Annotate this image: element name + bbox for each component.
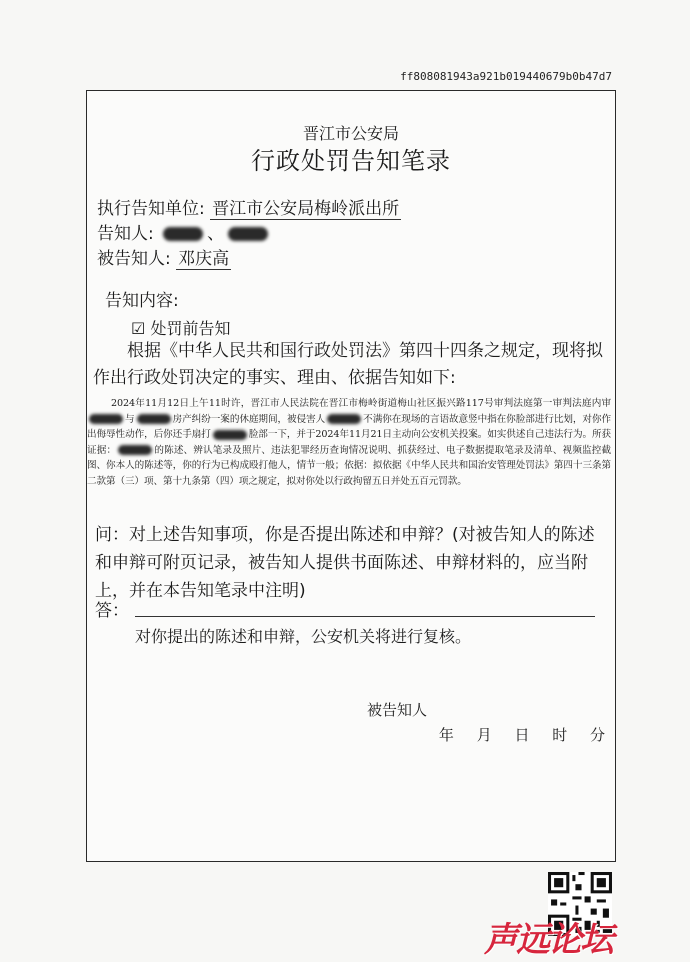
notice-type-label: 处罚前告知 bbox=[150, 319, 231, 338]
answer-label: 答： bbox=[95, 601, 129, 621]
notifier-label: 告知人: bbox=[97, 224, 154, 244]
legal-basis-intro: 根据《中华人民共和国行政处罚法》第四十四条之规定，现将拟作出行政处罚决定的事实、理由、依据告知如下: bbox=[93, 341, 603, 388]
notice-type bbox=[131, 316, 230, 339]
review-note: 对你提出的陈述和申辩，公安机关将进行复核。 bbox=[135, 627, 472, 646]
redaction-mark bbox=[228, 227, 268, 241]
fact-text: 不满你在现场的言语故意竖中指在你脸部进行比划，对你作出侮辱性动作，后你还手扇打 bbox=[87, 413, 611, 440]
fact-text: 2024年11月12日上午11时许，晋江市人民法院在晋江市梅岭街道梅山社区振兴路117号审判法庭第一审判法庭内审 bbox=[111, 398, 611, 409]
fact-text: 的陈述、辨认笔录及照片、违法犯罪经历查询情况说明、抓获经过、电子数据提取笔录及清单、视频监控截图、你本人的陈述等，你的行为已构成殴打他人，情节一般；依据：拟依据《中华人民共和国治安管理处罚法》第四十三条第二款第（三）项、第十九条第（四）项之规定，拟对你处以行政拘留五日并处五百元罚款。 bbox=[87, 444, 611, 487]
redaction-mark bbox=[137, 414, 171, 424]
date-line: 年 月 日 时 分 bbox=[438, 726, 605, 744]
content-heading: 告知内容: bbox=[105, 291, 179, 311]
answer-line bbox=[135, 616, 595, 617]
fact-paragraph bbox=[87, 396, 611, 489]
unit-value: 晋江市公安局梅岭派出所 bbox=[212, 199, 400, 219]
redaction-mark bbox=[118, 445, 152, 455]
notified-field bbox=[97, 244, 231, 269]
notified-value: 邓庆高 bbox=[178, 249, 230, 269]
document-id: ff808081943a921b019440679b0b47d7 bbox=[400, 70, 612, 83]
fact-text: 脸部一下，并于2024年11月21日主动向公安机关投案。如实供述自己违法行为。所获证据： bbox=[87, 429, 611, 456]
statement-question: 问：对上述告知事项，你是否提出陈述和申辩？(对被告知人的陈述和申辩可附页记录，被告知人提供书面陈述、申辩材料的，应当附上，并在本告知笔录中注明) bbox=[95, 525, 595, 601]
checkbox-checked-icon: ☑ bbox=[131, 319, 146, 338]
unit-label: 执行告知单位: bbox=[97, 199, 205, 219]
notifier-field bbox=[97, 219, 272, 244]
record-form bbox=[86, 90, 616, 862]
notifier-separator: 、 bbox=[207, 224, 225, 244]
watermark-logo: 声远论坛 bbox=[484, 920, 612, 960]
page-title: 行政处罚告知笔录 bbox=[251, 147, 451, 175]
redaction-mark bbox=[89, 414, 123, 424]
organization: 晋江市公安局 bbox=[302, 124, 399, 143]
fact-text: 与 bbox=[125, 413, 135, 425]
redaction-mark bbox=[163, 227, 203, 241]
notified-label: 被告知人: bbox=[97, 249, 171, 269]
signature-label: 被告知人 bbox=[367, 701, 428, 719]
fact-text: 房产纠纷一案的休庭期间，被侵害人 bbox=[172, 413, 326, 425]
redaction-mark bbox=[213, 430, 247, 440]
unit-field bbox=[97, 194, 401, 219]
redaction-mark bbox=[327, 414, 361, 424]
